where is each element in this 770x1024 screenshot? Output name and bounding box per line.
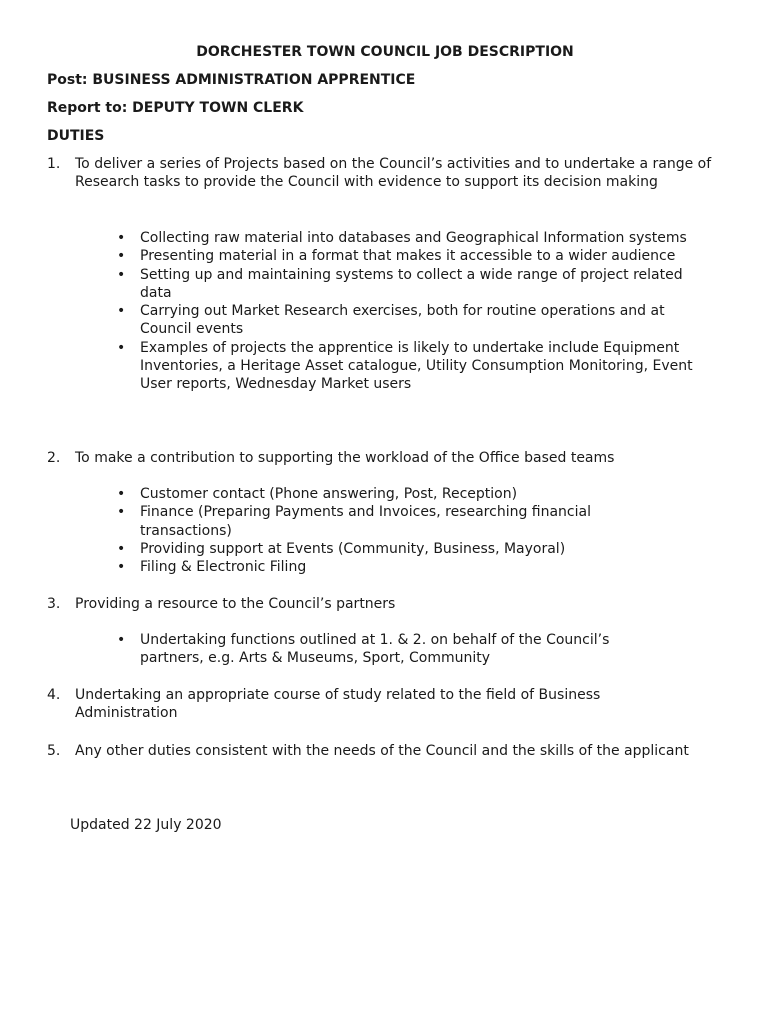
duty-text: Undertaking an appropriate course of study related to the field of Business Administration xyxy=(75,687,601,722)
duty-item-1 xyxy=(47,155,727,192)
list-item xyxy=(117,485,647,503)
bullet-text: Carrying out Market Research exercises, both for routine operations and at Council events xyxy=(140,303,665,338)
post-line: Post: BUSINESS ADMINISTRATION APPRENTICE xyxy=(47,72,416,88)
duty-text: To deliver a series of Projects based on the Council’s activities and to undertake a range of Research tasks to provide the Council with evidence to support its decision making xyxy=(75,156,712,191)
list-item xyxy=(117,631,677,668)
updated-date: Updated 22 July 2020 xyxy=(70,817,222,833)
bullet-icon: • xyxy=(117,266,126,283)
bullet-text: Customer contact (Phone answering, Post, Reception) xyxy=(140,486,518,502)
duty-number: 5. xyxy=(47,743,61,759)
bullet-text: Collecting raw material into databases and Geographical Information systems xyxy=(140,230,687,246)
duty-item-2 xyxy=(47,449,727,467)
list-item xyxy=(117,503,647,540)
bullet-icon: • xyxy=(117,230,126,246)
bullet-text: Undertaking functions outlined at 1. & 2. on behalf of the Council’s partners, e.g. Arts & Museums, Sport, Community xyxy=(140,632,610,667)
report-to-line: Report to: DEPUTY TOWN CLERK xyxy=(47,100,304,116)
bullet-icon: • xyxy=(117,540,126,557)
list-item xyxy=(117,339,707,394)
bullet-icon: • xyxy=(117,486,126,502)
duty-text: Any other duties consistent with the needs of the Council and the skills of the applicant xyxy=(75,743,689,759)
list-item xyxy=(117,229,707,247)
duty-2-bullet-list xyxy=(117,485,647,576)
bullet-text: Setting up and maintaining systems to collect a wide range of project related data xyxy=(140,266,683,301)
bullet-text: Examples of projects the apprentice is likely to undertake include Equipment Inventories, a Heritage Asset catalogue, Utility Consumption Monitoring, Event User reports, Wednesday Market users xyxy=(140,339,693,393)
bullet-text: Presenting material in a format that makes it accessible to a wider audience xyxy=(140,248,676,265)
bullet-text: Providing support at Events (Community, Business, Mayoral) xyxy=(140,540,566,557)
duty-item-3 xyxy=(47,595,727,613)
duty-item-5 xyxy=(47,742,707,760)
bullet-text: Finance (Preparing Payments and Invoices, researching financial transactions) xyxy=(140,504,591,539)
list-item xyxy=(117,540,647,558)
list-item xyxy=(117,247,707,265)
duties-heading: DUTIES xyxy=(47,128,105,144)
duty-3-bullet-list xyxy=(117,631,677,668)
list-item xyxy=(117,266,707,303)
list-item xyxy=(117,302,707,339)
duty-text: Providing a resource to the Council’s partners xyxy=(75,596,396,612)
list-item xyxy=(117,558,647,576)
duty-item-4 xyxy=(47,686,687,723)
document-title: DORCHESTER TOWN COUNCIL JOB DESCRIPTION xyxy=(196,44,574,60)
bullet-text: Filing & Electronic Filing xyxy=(140,559,307,576)
bullet-icon: • xyxy=(117,504,126,521)
bullet-icon: • xyxy=(117,339,126,356)
bullet-icon: • xyxy=(117,248,126,265)
bullet-icon: • xyxy=(117,632,126,648)
duty-number: 3. xyxy=(47,596,61,612)
duty-text: To make a contribution to supporting the workload of the Office based teams xyxy=(75,450,615,466)
duty-number: 1. xyxy=(47,156,61,172)
duty-number: 2. xyxy=(47,450,61,466)
duty-number: 4. xyxy=(47,687,61,703)
bullet-icon: • xyxy=(117,303,126,320)
bullet-icon: • xyxy=(117,559,126,576)
duty-1-bullet-list xyxy=(117,229,707,394)
